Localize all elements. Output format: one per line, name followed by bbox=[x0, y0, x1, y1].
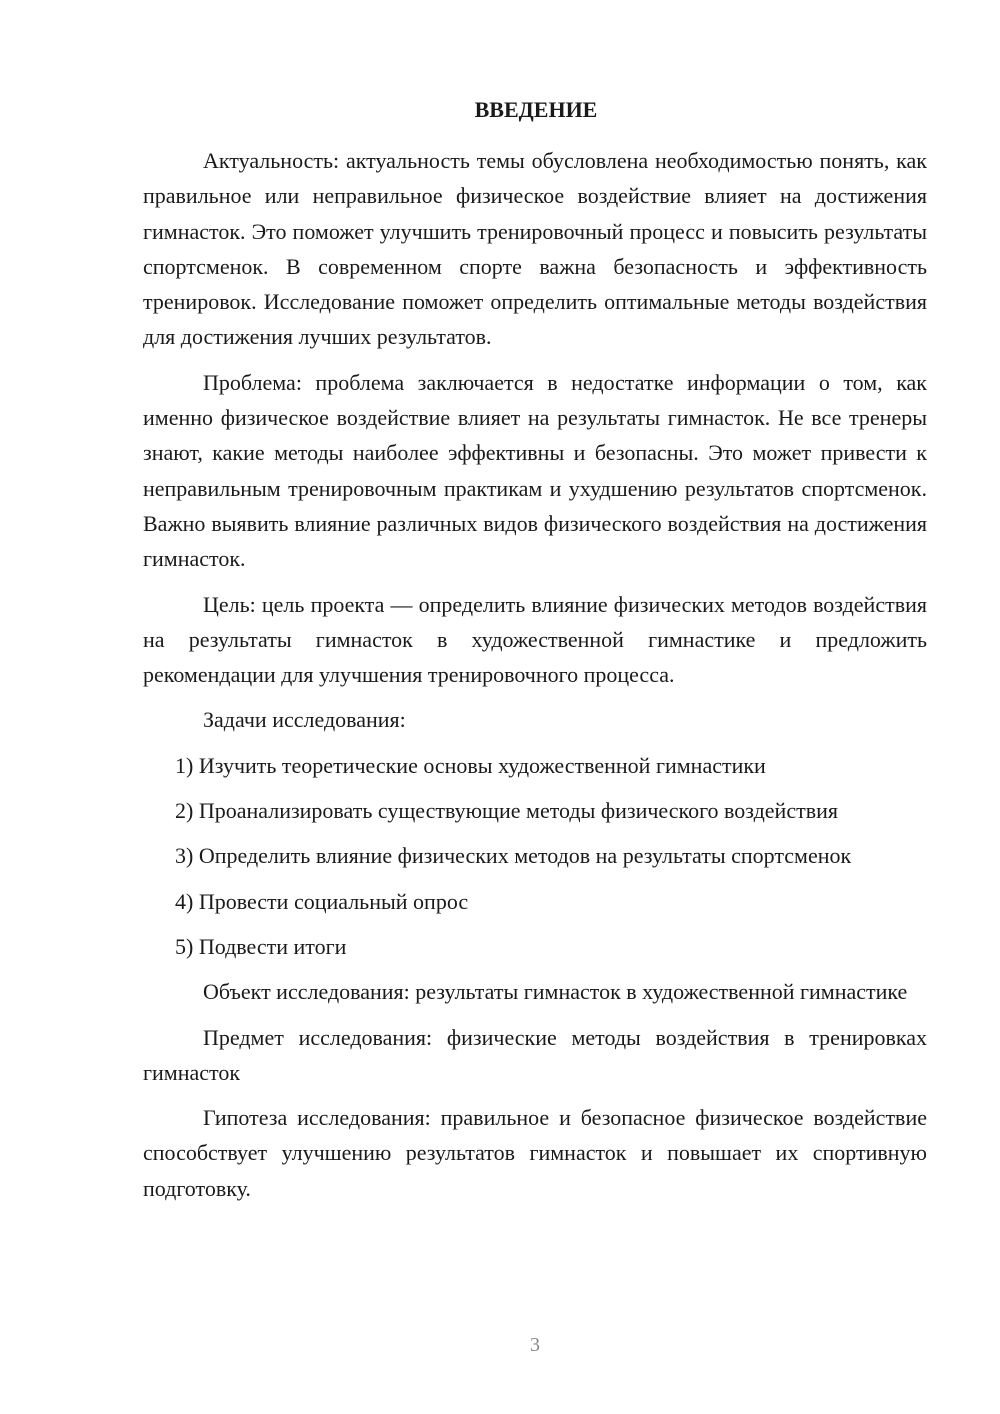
problem-paragraph: Проблема: проблема заключается в недостатке информации о том, как именно физическое воздействие влияет на результаты гимнасток. Не все тренеры знают, какие методы наиболее эффективны и безопасны. Это может привести к неправильным тренировочным практикам и ухудшению результатов спортсменок. Важно выявить влияние различных видов физического воздействия на достижения гимнасток. bbox=[143, 369, 927, 572]
task-item: 4) Провести социальный опрос bbox=[175, 888, 469, 914]
task-item: 2) Проанализировать существующие методы физического воздействия bbox=[175, 798, 838, 824]
page-number: 3 bbox=[530, 1334, 540, 1356]
goal-paragraph: Цель: цель проекта — определить влияние физических методов воздействия на результаты гимнасток в художественной гимнастике и предложить рекомендации для улучшения тренировочного процесса. bbox=[143, 591, 927, 688]
page-content bbox=[143, 95, 927, 1216]
task-item: 3) Определить влияние физических методов на результаты спортсменок bbox=[175, 843, 852, 869]
hypothesis-paragraph: Гипотеза исследования: правильное и безопасное физическое воздействие способствует улучшению результатов гимнасток и повышает их спортивную подготовку. bbox=[143, 1105, 927, 1201]
task-item: 5) Подвести итоги bbox=[175, 933, 347, 959]
task-item: 1) Изучить теоретические основы художественной гимнастики bbox=[175, 752, 766, 778]
page-title: ВВЕДЕНИЕ bbox=[474, 97, 598, 122]
relevance-paragraph: Актуальность: актуальность темы обусловлена необходимостью понять, как правильное или неправильное физическое воздействие влияет на достижения гимнасток. Это поможет улучшить тренировочный процесс и повысить результаты спортсменок. В современном спорте важна безопасность и эффективность тренировок. Исследование поможет определить оптимальные методы воздействия для достижения лучших результатов. bbox=[143, 148, 927, 350]
tasks-heading: Задачи исследования: bbox=[203, 707, 406, 733]
subject-paragraph: Предмет исследования: физические методы воздействия в тренировках гимнасток bbox=[143, 1024, 927, 1085]
object-paragraph: Объект исследования: результаты гимнасток в художественной гимнастике bbox=[203, 979, 908, 1005]
